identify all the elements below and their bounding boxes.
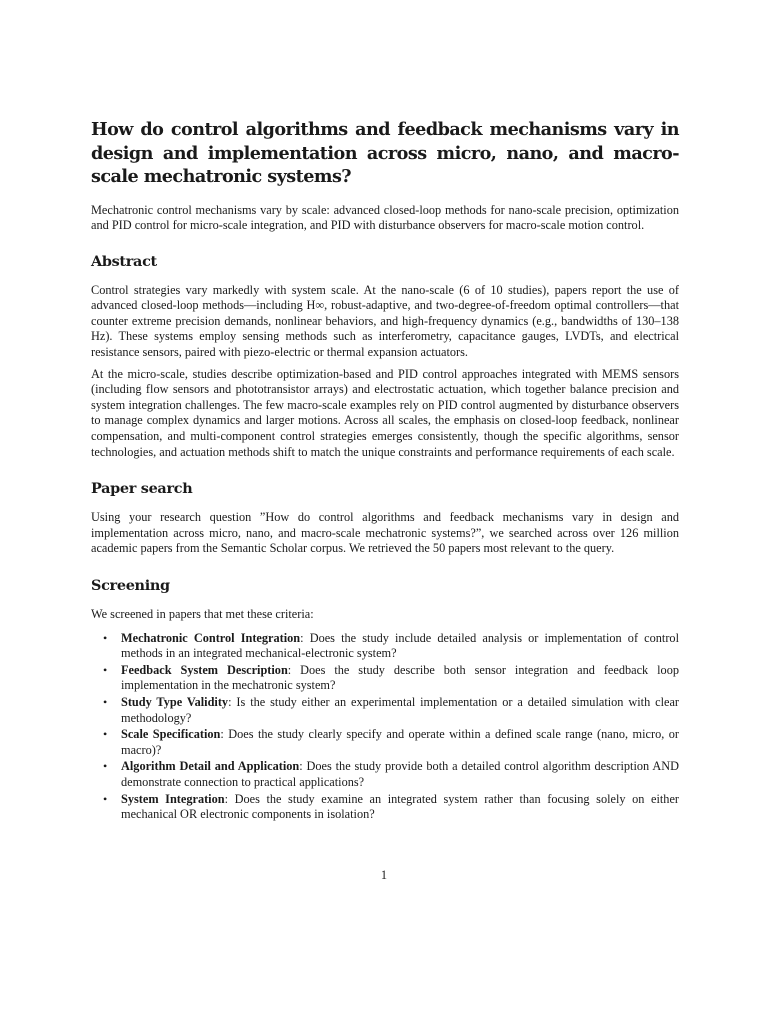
bullet-icon: • (103, 662, 108, 677)
criterion-name: Algorithm Detail and Application (121, 759, 300, 774)
bullet-icon: • (103, 694, 108, 709)
criterion-name: System Integration (121, 791, 225, 806)
screening-section (91, 577, 679, 823)
list-item (91, 792, 679, 823)
abstract-paragraph-2: At the micro-scale, studies describe optimization-based and PID control approaches integrated with MEMS sensors (including flow sensors and phototransistor arrays) and electrostatic actuation, which together balance precision and system integration challenges. The few macro-scale examples rely on PID control augmented by disturbance observers to manage complex dynamics and larger motions. Across all scales, the emphasis on closed-loop feedback, nonlinear compensation, and multi-component control strategies emerges consistently, though the specific algorithms, sensor technologies, and actuation methods shift to match the unique constraints and performance requirements of each scale. (91, 366, 679, 459)
screening-heading: Screening (91, 577, 170, 594)
criterion-text: : Does the study provide both a detailed control algorithm description AND demonstrate connection to practical applications? (121, 759, 679, 789)
criterion-text: : Does the study include detailed analysis or implementation of control methods in an integrated mechanical-electronic system? (121, 630, 679, 661)
criterion-name: Scale Specification (121, 727, 221, 742)
bullet-icon: • (103, 759, 108, 774)
criterion-name: Feedback System Description (121, 662, 288, 677)
criterion-text: : Does the study clearly specify and operate within a defined scale range (nano, micro, or macro)? (121, 727, 679, 757)
paper-title: How do control algorithms and feedback mechanisms vary in design and implementation across micro, nano, and macro-scale mechatronic systems? (91, 119, 679, 187)
criterion-name: Study Type Validity (121, 694, 229, 709)
list-item (91, 695, 679, 726)
criterion-text: : Is the study either an experimental implementation or a detailed simulation with clear methodology? (121, 694, 680, 725)
list-item (91, 631, 679, 662)
list-item (91, 727, 679, 758)
list-item (91, 759, 679, 790)
summary-paragraph: Mechatronic control mechanisms vary by scale: advanced closed-loop methods for nano-scale precision, optimization and PID control for micro-scale integration, and PID with disturbance observers for macro-scale motion control. (91, 202, 679, 233)
abstract-heading: Abstract (91, 252, 157, 270)
criterion-text: : Does the study examine an integrated system rather than focusing solely on either mechanical OR electronic components in isolation? (121, 791, 679, 822)
page-number: 1 (380, 868, 388, 882)
bullet-icon: • (103, 791, 108, 806)
bullet-icon: • (103, 630, 108, 645)
paper-search-heading: Paper search (91, 480, 193, 498)
list-item (91, 663, 679, 694)
criteria-list (91, 631, 679, 823)
paper-search-paragraph: Using your research question ”How do control algorithms and feedback mechanisms vary in design and implementation across micro, nano, and macro-scale mechatronic systems?”, we searched across over 126 million academic papers from the Semantic Scholar corpus. We retrieved the 50 papers most relevant to the query. (91, 510, 679, 556)
document-page (91, 118, 679, 843)
criterion-name: Mechatronic Control Integration (121, 630, 301, 645)
criterion-text: : Does the study describe both sensor integration and feedback loop implementation in the mechatronic system? (121, 662, 679, 693)
abstract-paragraph-1: Control strategies vary markedly with system scale. At the nano-scale (6 of 10 studies), papers report the use of advanced closed-loop methods—including H∞, robust-adaptive, and two-degree-of-freedom optimal controllers—that counter extreme precision demands, nonlinear behaviors, and high-frequency dynamics (e.g., bandwidths of 130–138 Hz). These systems employ sensing methods such as interferometry, capacitance gauges, LVDTs, and electrical resistance sensors, paired with piezo-electric or thermal expansion actuators. (91, 282, 679, 360)
paper-search-section (91, 480, 679, 557)
bullet-icon: • (103, 727, 108, 742)
abstract-section (91, 253, 679, 461)
screening-intro: We screened in papers that met these criteria: (91, 607, 314, 621)
